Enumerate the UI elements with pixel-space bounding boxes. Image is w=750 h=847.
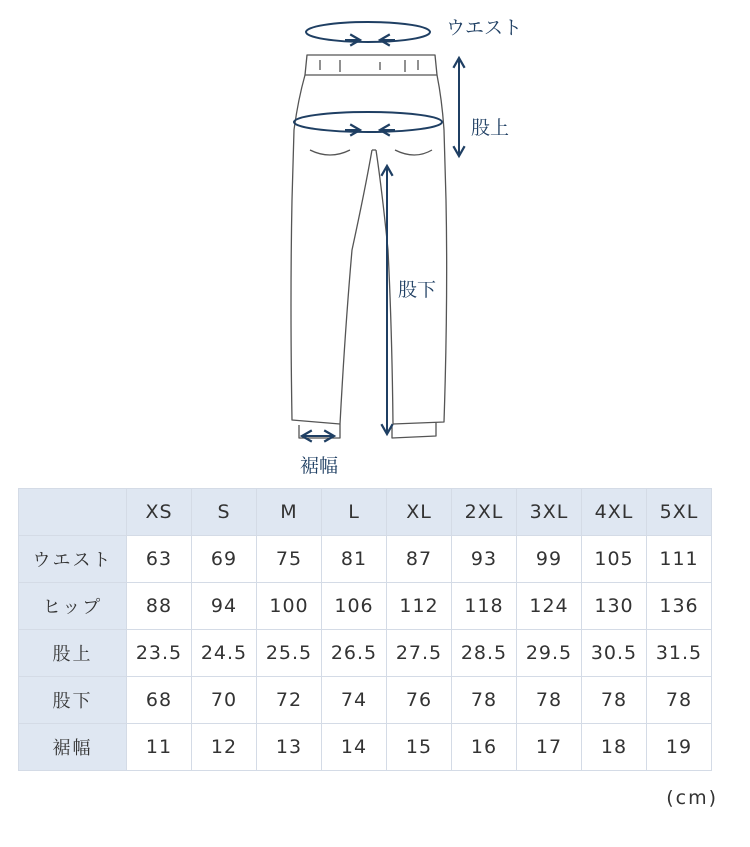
table-cell: 81	[322, 536, 387, 583]
table-cell: 23.5	[127, 630, 192, 677]
table-cell: 136	[647, 583, 712, 630]
table-cell: 106	[322, 583, 387, 630]
table-cell: 13	[257, 724, 322, 771]
header-size-xs: XS	[127, 489, 192, 536]
table-cell: 78	[452, 677, 517, 724]
table-cell: 72	[257, 677, 322, 724]
table-cell: 68	[127, 677, 192, 724]
table-cell: 112	[387, 583, 452, 630]
table-cell: 16	[452, 724, 517, 771]
table-cell: 94	[192, 583, 257, 630]
table-cell: 130	[582, 583, 647, 630]
hem-label: 裾幅	[300, 455, 339, 477]
header-size-3xl: 3XL	[517, 489, 582, 536]
table-cell: 29.5	[517, 630, 582, 677]
table-cell: 69	[192, 536, 257, 583]
rise-label: 股上	[471, 117, 510, 139]
table-cell: 24.5	[192, 630, 257, 677]
header-size-s: S	[192, 489, 257, 536]
table-cell: 105	[582, 536, 647, 583]
table-cell: 28.5	[452, 630, 517, 677]
table-cell: 27.5	[387, 630, 452, 677]
table-cell: 87	[387, 536, 452, 583]
table-cell: 15	[387, 724, 452, 771]
table-cell: 93	[452, 536, 517, 583]
row-label: ウエスト	[19, 536, 127, 583]
table-cell: 25.5	[257, 630, 322, 677]
table-cell: 78	[517, 677, 582, 724]
row-label: ヒップ	[19, 583, 127, 630]
hip-measure	[294, 112, 442, 132]
table-row	[19, 583, 712, 630]
header-size-4xl: 4XL	[582, 489, 647, 536]
table-cell: 14	[322, 724, 387, 771]
table-cell: 19	[647, 724, 712, 771]
header-size-l: L	[322, 489, 387, 536]
table-row	[19, 630, 712, 677]
waist-label: ウエスト	[446, 17, 523, 39]
header-size-m: M	[257, 489, 322, 536]
table-cell: 70	[192, 677, 257, 724]
table-row	[19, 677, 712, 724]
table-cell: 76	[387, 677, 452, 724]
table-cell: 17	[517, 724, 582, 771]
table-row	[19, 724, 712, 771]
table-cell: 75	[257, 536, 322, 583]
table-cell: 118	[452, 583, 517, 630]
unit-note: (cm)	[666, 787, 718, 809]
table-cell: 124	[517, 583, 582, 630]
table-row	[19, 536, 712, 583]
table-cell: 74	[322, 677, 387, 724]
table-cell: 12	[192, 724, 257, 771]
inseam-label: 股下	[398, 279, 437, 301]
table-cell: 78	[582, 677, 647, 724]
header-size-5xl: 5XL	[647, 489, 712, 536]
table-cell: 111	[647, 536, 712, 583]
waist-measure	[306, 22, 430, 42]
row-label: 裾幅	[19, 724, 127, 771]
table-cell: 26.5	[322, 630, 387, 677]
table-cell: 88	[127, 583, 192, 630]
table-cell: 100	[257, 583, 322, 630]
table-cell: 78	[647, 677, 712, 724]
table-cell: 31.5	[647, 630, 712, 677]
table-cell: 99	[517, 536, 582, 583]
row-label: 股下	[19, 677, 127, 724]
table-cell: 30.5	[582, 630, 647, 677]
table-cell: 18	[582, 724, 647, 771]
header-size-2xl: 2XL	[452, 489, 517, 536]
table-header-row	[19, 489, 712, 536]
header-corner-cell	[19, 489, 127, 536]
table-cell: 11	[127, 724, 192, 771]
row-label: 股上	[19, 630, 127, 677]
header-size-xl: XL	[387, 489, 452, 536]
table-cell: 63	[127, 536, 192, 583]
size-chart-table	[18, 488, 712, 771]
